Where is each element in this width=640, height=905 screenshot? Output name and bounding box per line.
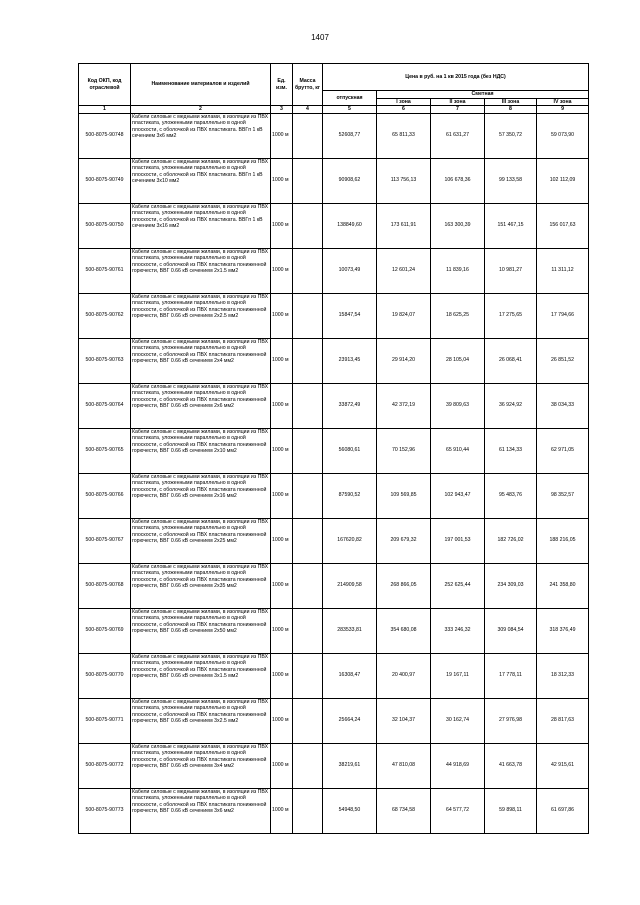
zone-3-price-cell: 27 976,98	[485, 698, 537, 743]
okp-code-cell: 500-8075-90772	[79, 743, 131, 788]
table-row	[79, 338, 589, 383]
material-name-cell: Кабели силовые с медными жилами, в изоляции из ПВХ пластиката, уложенными параллельно в одной плоскости, с оболочкой из ПВХ пластиката пониженной горючести, ВВГ 0.66 кВ сечением 2х2.5 мм2	[131, 293, 271, 338]
zone-1-price-cell: 42 372,19	[377, 383, 431, 428]
table-row	[79, 383, 589, 428]
mass-cell	[293, 743, 323, 788]
zone-3-price-cell: 59 898,11	[485, 788, 537, 833]
material-name-cell: Кабели силовые с медными жилами, в изоляции из ПВХ пластиката, уложенными параллельно в одной плоскости, с оболочкой из ПВХ пластиката пониженной горючести, ВВГ 0.66 кВ сечением 2х25 мм2	[131, 518, 271, 563]
wholesale-price-cell: 25664,24	[323, 698, 377, 743]
material-name-cell: Кабели силовые с медными жилами, в изоляции из ПВХ пластиката, уложенными параллельно в одной плоскости, с оболочкой из ПВХ пластиката пониженной горючести, ВВГ 0.66 кВ сечением 3х4 мм2	[131, 743, 271, 788]
header-wholesale: отпускная	[323, 91, 377, 106]
wholesale-price-cell: 56080,61	[323, 428, 377, 473]
zone-1-price-cell: 19 824,07	[377, 293, 431, 338]
price-table	[78, 63, 589, 834]
table-row	[79, 743, 589, 788]
zone-2-price-cell: 64 577,72	[431, 788, 485, 833]
material-name-cell: Кабели силовые с медными жилами, в изоляции из ПВХ пластиката, уложенными параллельно в одной плоскости, с оболочкой из ПВХ пластиката. ВВГп 1 кВ сечением 3х16 мм2	[131, 203, 271, 248]
zone-1-price-cell: 29 914,20	[377, 338, 431, 383]
okp-code-cell: 500-8075-90750	[79, 203, 131, 248]
mass-cell	[293, 248, 323, 293]
zone-1-price-cell: 70 152,96	[377, 428, 431, 473]
header-zone-3: III зона	[485, 98, 537, 106]
mass-cell	[293, 563, 323, 608]
unit-cell: 1000 м	[271, 698, 293, 743]
table-row	[79, 788, 589, 833]
okp-code-cell: 500-8075-90766	[79, 473, 131, 518]
zone-3-price-cell: 57 350,72	[485, 113, 537, 158]
zone-3-price-cell: 95 483,76	[485, 473, 537, 518]
zone-4-price-cell: 188 216,05	[537, 518, 589, 563]
column-number-row	[79, 106, 589, 114]
column-number: 1	[79, 106, 131, 114]
okp-code-cell: 500-8075-90769	[79, 608, 131, 653]
zone-3-price-cell: 17 275,65	[485, 293, 537, 338]
mass-cell	[293, 518, 323, 563]
wholesale-price-cell: 23913,45	[323, 338, 377, 383]
zone-4-price-cell: 241 358,80	[537, 563, 589, 608]
zone-3-price-cell: 17 778,11	[485, 653, 537, 698]
wholesale-price-cell: 87590,52	[323, 473, 377, 518]
zone-4-price-cell: 28 817,63	[537, 698, 589, 743]
zone-3-price-cell: 26 068,41	[485, 338, 537, 383]
table-body	[79, 113, 589, 833]
unit-cell: 1000 м	[271, 383, 293, 428]
unit-cell: 1000 м	[271, 293, 293, 338]
material-name-cell: Кабели силовые с медными жилами, в изоляции из ПВХ пластиката, уложенными параллельно в одной плоскости, с оболочкой из ПВХ пластиката пониженной горючести, ВВГ 0.66 кВ сечением 2х4 мм2	[131, 338, 271, 383]
zone-4-price-cell: 17 794,66	[537, 293, 589, 338]
page-number: 1407	[311, 33, 329, 42]
zone-3-price-cell: 99 133,58	[485, 158, 537, 203]
zone-4-price-cell: 61 697,86	[537, 788, 589, 833]
material-name-cell: Кабели силовые с медными жилами, в изоляции из ПВХ пластиката, уложенными параллельно в одной плоскости, с оболочкой из ПВХ пластиката. ВВГп 1 кВ сечением 3х10 мм2	[131, 158, 271, 203]
material-name-cell: Кабели силовые с медными жилами, в изоляции из ПВХ пластиката, уложенными параллельно в одной плоскости, с оболочкой из ПВХ пластиката пониженной горючести, ВВГ 0.66 кВ сечением 2х16 мм2	[131, 473, 271, 518]
table-row	[79, 653, 589, 698]
zone-2-price-cell: 106 678,36	[431, 158, 485, 203]
zone-2-price-cell: 39 809,63	[431, 383, 485, 428]
zone-1-price-cell: 12 601,24	[377, 248, 431, 293]
column-number: 3	[271, 106, 293, 114]
zone-2-price-cell: 252 625,44	[431, 563, 485, 608]
unit-cell: 1000 м	[271, 653, 293, 698]
zone-1-price-cell: 109 569,85	[377, 473, 431, 518]
okp-code-cell: 500-8075-90773	[79, 788, 131, 833]
mass-cell	[293, 698, 323, 743]
wholesale-price-cell: 33872,49	[323, 383, 377, 428]
column-number: 8	[485, 106, 537, 114]
zone-1-price-cell: 65 811,33	[377, 113, 431, 158]
wholesale-price-cell: 283533,81	[323, 608, 377, 653]
zone-2-price-cell: 65 910,44	[431, 428, 485, 473]
table-row	[79, 428, 589, 473]
zone-2-price-cell: 18 625,25	[431, 293, 485, 338]
header-mass: Масса брутто, кг	[293, 64, 323, 106]
zone-4-price-cell: 156 017,63	[537, 203, 589, 248]
okp-code-cell: 500-8075-90764	[79, 383, 131, 428]
zone-1-price-cell: 20 400,97	[377, 653, 431, 698]
unit-cell: 1000 м	[271, 518, 293, 563]
header-zone-1: I зона	[377, 98, 431, 106]
column-number: 5	[323, 106, 377, 114]
zone-2-price-cell: 11 839,16	[431, 248, 485, 293]
zone-3-price-cell: 36 924,92	[485, 383, 537, 428]
zone-3-price-cell: 10 981,27	[485, 248, 537, 293]
unit-cell: 1000 м	[271, 158, 293, 203]
zone-1-price-cell: 268 866,05	[377, 563, 431, 608]
zone-2-price-cell: 102 943,47	[431, 473, 485, 518]
mass-cell	[293, 383, 323, 428]
wholesale-price-cell: 15847,54	[323, 293, 377, 338]
zone-4-price-cell: 98 352,57	[537, 473, 589, 518]
zone-3-price-cell: 151 467,15	[485, 203, 537, 248]
wholesale-price-cell: 10073,49	[323, 248, 377, 293]
zone-4-price-cell: 102 112,09	[537, 158, 589, 203]
material-name-cell: Кабели силовые с медными жилами, в изоляции из ПВХ пластиката, уложенными параллельно в одной плоскости, с оболочкой из ПВХ пластиката пониженной горючести, ВВГ 0.66 кВ сечением 2х50 мм2	[131, 608, 271, 653]
header-zone-2: II зона	[431, 98, 485, 106]
zone-2-price-cell: 61 631,27	[431, 113, 485, 158]
okp-code-cell: 500-8075-90762	[79, 293, 131, 338]
zone-1-price-cell: 173 611,91	[377, 203, 431, 248]
wholesale-price-cell: 138849,60	[323, 203, 377, 248]
zone-2-price-cell: 28 105,04	[431, 338, 485, 383]
header-estimate: Сметная	[377, 91, 589, 99]
zone-2-price-cell: 30 162,74	[431, 698, 485, 743]
unit-cell: 1000 м	[271, 743, 293, 788]
mass-cell	[293, 158, 323, 203]
zone-1-price-cell: 113 756,13	[377, 158, 431, 203]
zone-4-price-cell: 26 851,52	[537, 338, 589, 383]
zone-3-price-cell: 309 084,54	[485, 608, 537, 653]
material-name-cell: Кабели силовые с медными жилами, в изоляции из ПВХ пластиката, уложенными параллельно в одной плоскости, с оболочкой из ПВХ пластиката пониженной горючести, ВВГ 0.66 кВ сечением 2х35 мм2	[131, 563, 271, 608]
zone-2-price-cell: 333 246,32	[431, 608, 485, 653]
okp-code-cell: 500-8075-90768	[79, 563, 131, 608]
header-name: Наименование материалов и изделий	[131, 64, 271, 106]
unit-cell: 1000 м	[271, 473, 293, 518]
unit-cell: 1000 м	[271, 608, 293, 653]
okp-code-cell: 500-8075-90767	[79, 518, 131, 563]
column-number: 6	[377, 106, 431, 114]
wholesale-price-cell: 16308,47	[323, 653, 377, 698]
okp-code-cell: 500-8075-90763	[79, 338, 131, 383]
zone-1-price-cell: 32 104,37	[377, 698, 431, 743]
table-row	[79, 158, 589, 203]
table-row	[79, 203, 589, 248]
zone-2-price-cell: 44 918,69	[431, 743, 485, 788]
mass-cell	[293, 788, 323, 833]
mass-cell	[293, 113, 323, 158]
zone-2-price-cell: 163 300,39	[431, 203, 485, 248]
okp-code-cell: 500-8075-90765	[79, 428, 131, 473]
column-number: 4	[293, 106, 323, 114]
mass-cell	[293, 473, 323, 518]
table-row	[79, 248, 589, 293]
unit-cell: 1000 м	[271, 338, 293, 383]
zone-4-price-cell: 318 376,49	[537, 608, 589, 653]
okp-code-cell: 500-8075-90771	[79, 698, 131, 743]
zone-4-price-cell: 62 971,05	[537, 428, 589, 473]
zone-4-price-cell: 42 915,61	[537, 743, 589, 788]
zone-4-price-cell: 18 312,33	[537, 653, 589, 698]
unit-cell: 1000 м	[271, 428, 293, 473]
table-row	[79, 698, 589, 743]
table-header	[79, 64, 589, 114]
unit-cell: 1000 м	[271, 203, 293, 248]
material-name-cell: Кабели силовые с медными жилами, в изоляции из ПВХ пластиката, уложенными параллельно в одной плоскости, с оболочкой из ПВХ пластиката. ВВГп 1 кВ сечением 3х6 мм2	[131, 113, 271, 158]
header-price-group: Цена в руб. на 1 кв 2015 года (без НДС)	[323, 64, 589, 91]
wholesale-price-cell: 54948,50	[323, 788, 377, 833]
column-number: 7	[431, 106, 485, 114]
zone-1-price-cell: 354 680,08	[377, 608, 431, 653]
material-name-cell: Кабели силовые с медными жилами, в изоляции из ПВХ пластиката, уложенными параллельно в одной плоскости, с оболочкой из ПВХ пластиката пониженной горючести, ВВГ 0.66 кВ сечением 2х6 мм2	[131, 383, 271, 428]
material-name-cell: Кабели силовые с медными жилами, в изоляции из ПВХ пластиката, уложенными параллельно в одной плоскости, с оболочкой из ПВХ пластиката пониженной горючести, ВВГ 0.66 кВ сечением 2х1.5 мм2	[131, 248, 271, 293]
zone-3-price-cell: 234 309,03	[485, 563, 537, 608]
zone-1-price-cell: 47 810,08	[377, 743, 431, 788]
column-number: 2	[131, 106, 271, 114]
zone-1-price-cell: 209 679,32	[377, 518, 431, 563]
zone-2-price-cell: 19 167,11	[431, 653, 485, 698]
unit-cell: 1000 м	[271, 788, 293, 833]
material-name-cell: Кабели силовые с медными жилами, в изоляции из ПВХ пластиката, уложенными параллельно в одной плоскости, с оболочкой из ПВХ пластиката пониженной горючести, ВВГ 0.66 кВ сечением 3х1.5 мм2	[131, 653, 271, 698]
zone-4-price-cell: 59 073,90	[537, 113, 589, 158]
table-row	[79, 473, 589, 518]
wholesale-price-cell: 90908,62	[323, 158, 377, 203]
okp-code-cell: 500-8075-90770	[79, 653, 131, 698]
unit-cell: 1000 м	[271, 248, 293, 293]
wholesale-price-cell: 167620,82	[323, 518, 377, 563]
table-row	[79, 563, 589, 608]
wholesale-price-cell: 214909,58	[323, 563, 377, 608]
table-row	[79, 518, 589, 563]
zone-4-price-cell: 11 311,12	[537, 248, 589, 293]
table-row	[79, 113, 589, 158]
material-name-cell: Кабели силовые с медными жилами, в изоляции из ПВХ пластиката, уложенными параллельно в одной плоскости, с оболочкой из ПВХ пластиката пониженной горючести, ВВГ 0.66 кВ сечением 3х2.5 мм2	[131, 698, 271, 743]
mass-cell	[293, 608, 323, 653]
header-zone-4: IV зона	[537, 98, 589, 106]
zone-4-price-cell: 38 034,33	[537, 383, 589, 428]
zone-1-price-cell: 68 734,58	[377, 788, 431, 833]
zone-2-price-cell: 197 001,53	[431, 518, 485, 563]
zone-3-price-cell: 41 663,78	[485, 743, 537, 788]
mass-cell	[293, 338, 323, 383]
header-unit: Ед. изм.	[271, 64, 293, 106]
table-row	[79, 293, 589, 338]
mass-cell	[293, 428, 323, 473]
mass-cell	[293, 203, 323, 248]
zone-3-price-cell: 61 134,33	[485, 428, 537, 473]
wholesale-price-cell: 38219,61	[323, 743, 377, 788]
column-number: 9	[537, 106, 589, 114]
mass-cell	[293, 293, 323, 338]
header-code: Код ОКП, код отраслевой	[79, 64, 131, 106]
wholesale-price-cell: 52608,77	[323, 113, 377, 158]
unit-cell: 1000 м	[271, 113, 293, 158]
mass-cell	[293, 653, 323, 698]
okp-code-cell: 500-8075-90761	[79, 248, 131, 293]
table-row	[79, 608, 589, 653]
okp-code-cell: 500-8075-90748	[79, 113, 131, 158]
zone-3-price-cell: 182 726,02	[485, 518, 537, 563]
unit-cell: 1000 м	[271, 563, 293, 608]
material-name-cell: Кабели силовые с медными жилами, в изоляции из ПВХ пластиката, уложенными параллельно в одной плоскости, с оболочкой из ПВХ пластиката пониженной горючести, ВВГ 0.66 кВ сечением 3х6 мм2	[131, 788, 271, 833]
okp-code-cell: 500-8075-90749	[79, 158, 131, 203]
material-name-cell: Кабели силовые с медными жилами, в изоляции из ПВХ пластиката, уложенными параллельно в одной плоскости, с оболочкой из ПВХ пластиката пониженной горючести, ВВГ 0.66 кВ сечением 2х10 мм2	[131, 428, 271, 473]
